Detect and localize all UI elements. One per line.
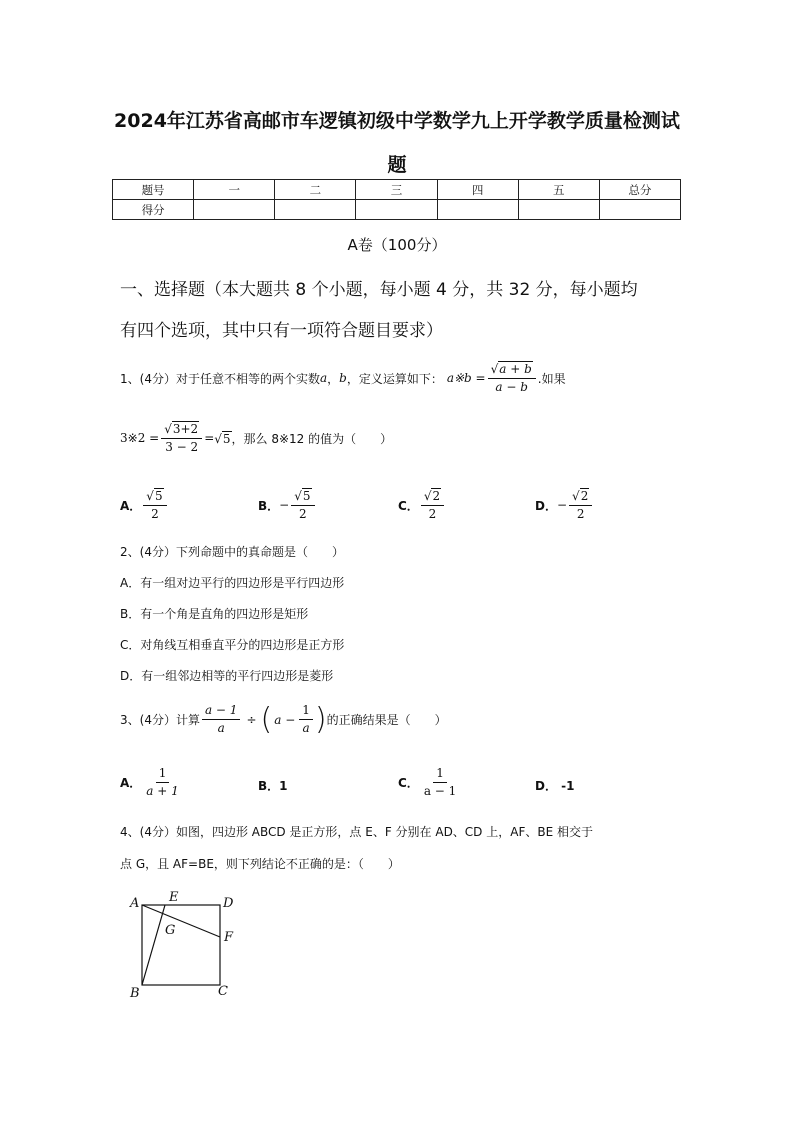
score-cell [437,200,518,220]
exam-title-line2: 题 [387,154,407,176]
score-table-header-row [113,180,681,200]
score-table-score-row [113,200,681,220]
segment-be [142,905,165,985]
score-table-header: 总分 [599,180,680,200]
question-2-stem: 2、(4分）下列命题中的真命题是（ ） [120,545,344,559]
q1-example-fraction: $\frac{√3+2}{3 - 2}$ [161,421,202,455]
q1-example-sqrt5: 5 [222,431,231,446]
q1-def-numerator: a + b [499,362,532,376]
score-table-header: 题号 [113,180,194,200]
score-cell [194,200,275,220]
q1-var-b: b [339,371,347,385]
q1-example-denominator: 3 − 2 [165,440,199,454]
score-table [112,179,681,220]
section-heading-line2: 有四个选项，其中只有一项符合题目要求） [120,321,443,341]
segment-af [142,905,220,937]
score-cell [356,200,437,220]
score-row-label: 得分 [113,200,194,220]
question-1-example: 3※2 = $\frac{√3+2}{3 - 2}$ = √5 ，那么 8※12 的值为（ ） [120,422,393,454]
q1-option-c[interactable]: C． $\frac{√2}{2}$ [398,488,446,522]
question-4-stem-line2: 点 G，且 AF=BE，则下列结论不正确的是：（ ） [120,857,400,871]
q1-var-a: a [319,371,328,385]
q2-option-b[interactable]: B．有一个角是直角的四边形是矩形 [120,607,309,621]
q2-option-c[interactable]: C．对角线互相垂直平分的四边形是正方形 [120,638,345,652]
square-abcd-figure [120,885,250,1005]
label-f: F [224,930,234,945]
label-g: G [165,923,176,938]
q1-def-denominator: a − b [495,380,528,394]
section-heading-line1: 一、选择题（本大题共 8 个小题，每小题 4 分，共 32 分，每小题均 [120,280,638,300]
q3-option-c[interactable]: C． $\frac{1}{a - 1}$ [398,766,457,798]
score-table-header: 一 [194,180,275,200]
q2-option-a[interactable]: A．有一组对边平行的四边形是平行四边形 [120,576,345,590]
q2-option-d[interactable]: D．有一组邻边相等的平行四边形是菱形 [120,669,334,683]
score-cell [275,200,356,220]
q3-option-b[interactable]: B．1 [258,779,288,793]
score-table-header: 三 [356,180,437,200]
q3-option-d[interactable]: D． -1 [535,779,575,793]
q1-operation: a※b = [446,371,486,385]
q1-mid: ，定义运算如下： [346,371,443,386]
label-b: B [130,986,140,1001]
q1-prefix: 1、(4分）对于任意不相等的两个实数 [120,371,320,386]
score-table-header: 二 [275,180,356,200]
label-d: D [223,896,234,911]
q1-example-lhs: 3※2 = [120,431,160,445]
q1-option-a[interactable]: A． $\frac{√5}{2}$ [120,488,169,522]
score-cell [599,200,680,220]
score-table-header: 四 [437,180,518,200]
question-1-stem [120,361,566,395]
q3-fraction-2: $\frac{1}{a}$ [299,703,313,736]
exam-title-line1: 2024年江苏省高邮市车逻镇初级中学数学九上开学教学质量检测试 [114,110,680,132]
question-3-stem: 3、(4分）计算 $\frac{a - 1}{a}$ ÷ ( a − $\frac{1}{a}$ ) 的正确结果是（ ） [120,702,447,737]
score-cell [518,200,599,220]
label-a: A [130,896,140,911]
label-e: E [169,890,179,905]
q1-example-equals: = [204,431,215,445]
score-table-header: 五 [518,180,599,200]
q1-example-tail: ，那么 8※12 的值为（ ） [231,431,393,446]
question-4-stem-line1: 4、(4分）如图，四边形 ABCD 是正方形，点 E、F 分别在 AD、CD 上，AF、BE 相交于 [120,825,593,839]
volume-heading: A卷（100分） [347,236,447,254]
q1-example-numerator: 3+2 [172,422,199,436]
q3-option-a[interactable]: A． $\frac{1}{a + 1}$ [120,766,179,798]
q3-fraction-1: $\frac{a - 1}{a}$ [202,703,240,736]
q1-option-b[interactable]: B． − $\frac{√5}{2}$ [258,488,317,522]
q1-option-d[interactable]: D． − $\frac{√2}{2}$ [535,488,594,522]
q1-comma: ， [327,371,340,386]
label-c: C [218,984,228,999]
q1-suffix: .如果 [537,371,566,386]
q1-definition-fraction: $\frac{√a + b}{a - b}$ [488,361,536,395]
